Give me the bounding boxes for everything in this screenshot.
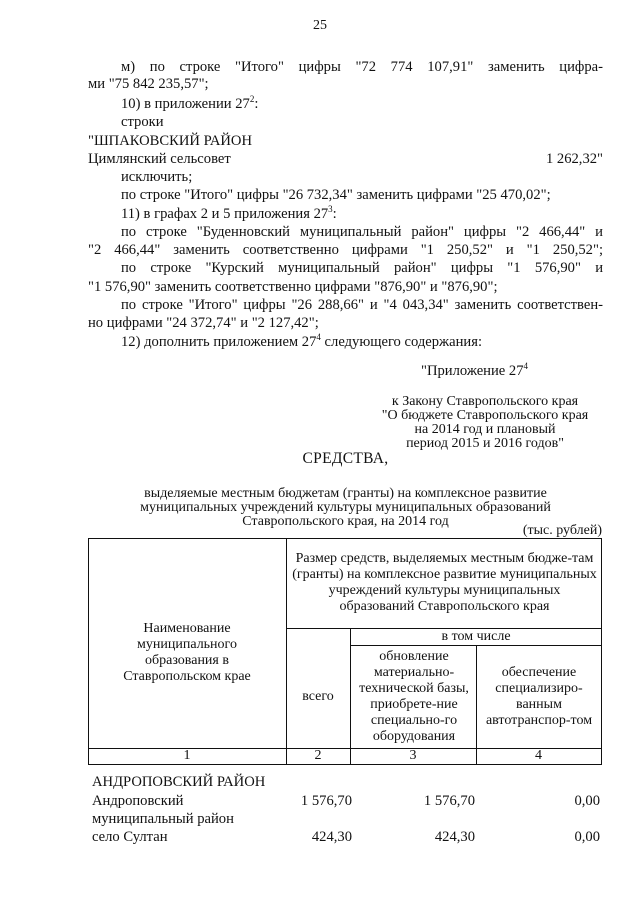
appendix-line-2: "О бюджете Ставропольского края [381,408,589,423]
col-number-1: 1 [183,748,191,763]
item-11-text: 11) в графах 2 и 5 приложения 27 [121,206,329,222]
table-border-top [88,538,602,539]
body-line-6-value: 1 262,32" [545,151,603,167]
appendix-title [421,363,528,379]
row-2-total: 1 576,70 [300,793,352,809]
body-line-12: по строке "Курский муниципальный район" цифры "1 576,90" и [121,260,603,276]
heading-title: СРЕДСТВА, [302,450,389,467]
row-4-name: село Султан [92,829,168,845]
appendix-title-text: "Приложение 27 [421,363,524,379]
header-in-that-number: в том числе [441,628,511,644]
body-line-2: ми "75 842 235,57"; [88,76,209,92]
item-10-text: 10) в приложении 27 [121,96,250,112]
table-col-sep-3 [476,645,477,765]
body-line-8: по строке "Итого" цифры "26 732,34" заменить цифрами "25 470,02"; [121,187,551,203]
header-col-total: всего [302,688,334,704]
body-line-1: м) по строке "Итого" цифры "72 774 107,91" заменить цифра- [121,59,603,75]
item-12-text: 12) дополнить приложением 27 [121,334,317,350]
header-col-name: Наименование муниципального образования в Ставропольском крае [123,621,251,684]
appendix-line-1: к Закону Ставропольского края [391,394,579,409]
body-line-15: но цифрами "24 372,74" и "2 127,42"; [88,315,319,331]
table-border-right [601,538,602,765]
table-border-left [88,538,89,765]
body-line-14: по строке "Итого" цифры "26 288,66" и "4 043,34" заменить соответствен- [121,297,603,313]
item-12-rest: следующего содержания: [320,334,483,350]
item-10-colon: : [254,96,259,112]
heading-sub-1: выделяемые местным бюджетам (гранты) на комплексное развитие [144,486,547,501]
row-1-name: АНДРОПОВСКИЙ РАЙОН [92,774,266,790]
body-line-4: строки [121,114,164,130]
row-4-total: 424,30 [311,829,352,845]
row-2-vehicles: 0,00 [574,793,600,809]
item-11-colon: : [332,206,337,222]
body-line-3 [121,96,258,112]
body-line-10: по строке "Буденновский муниципальный район" цифры "2 466,44" и [121,224,603,240]
item-10-sup: 2 [249,94,255,105]
item-12-sup: 4 [316,332,321,343]
body-line-9 [121,206,337,222]
appendix-line-4: период 2015 и 2016 годов" [406,436,564,451]
col-number-4: 4 [535,748,542,763]
table-col-sep-2 [350,628,351,765]
item-11-sup: 3 [328,204,333,215]
appendix-title-sup: 4 [523,361,529,372]
body-line-11: "2 466,44" заменить соответственно цифрами "1 250,52" и "1 250,52"; [88,242,603,258]
page-number: 25 [313,18,327,33]
grants-table [88,538,602,765]
body-line-13: "1 576,90" заменить соответственно цифрами "876,90" и "876,90"; [88,279,498,295]
table-line-below-numbers [88,764,602,765]
units-label: (тыс. рублей) [522,523,602,538]
row-3-name: муниципальный район [92,811,234,827]
header-col-update: обновление материально-технической базы, приобрете-ние специально-го оборудования [359,649,469,744]
row-2-update: 1 576,70 [423,793,475,809]
row-4-vehicles: 0,00 [574,829,600,845]
appendix-line-3: на 2014 год и плановый [414,422,556,437]
header-col-vehicles: обеспечение специализиро-ванным автотранспор-том [485,665,593,728]
body-line-6-name: Цимлянский сельсовет [88,151,231,167]
row-4-update: 424,30 [434,829,475,845]
header-group: Размер средств, выделяемых местным бюдже-там (гранты) на комплексное развитие муниципальных учреждений культуры муниципальных образований Ставропольского края [292,551,597,614]
heading-sub-2: муниципальных учреждений культуры муниципальных образований [140,500,551,515]
body-line-7: исключить; [121,169,193,185]
body-line-16 [121,334,482,350]
col-number-3: 3 [409,748,417,763]
heading-sub-3: Ставропольского края, на 2014 год [242,514,449,529]
col-number-2: 2 [314,748,322,763]
row-2-name: Андроповский [92,793,184,809]
body-line-5: "ШПАКОВСКИЙ РАЙОН [88,133,253,149]
